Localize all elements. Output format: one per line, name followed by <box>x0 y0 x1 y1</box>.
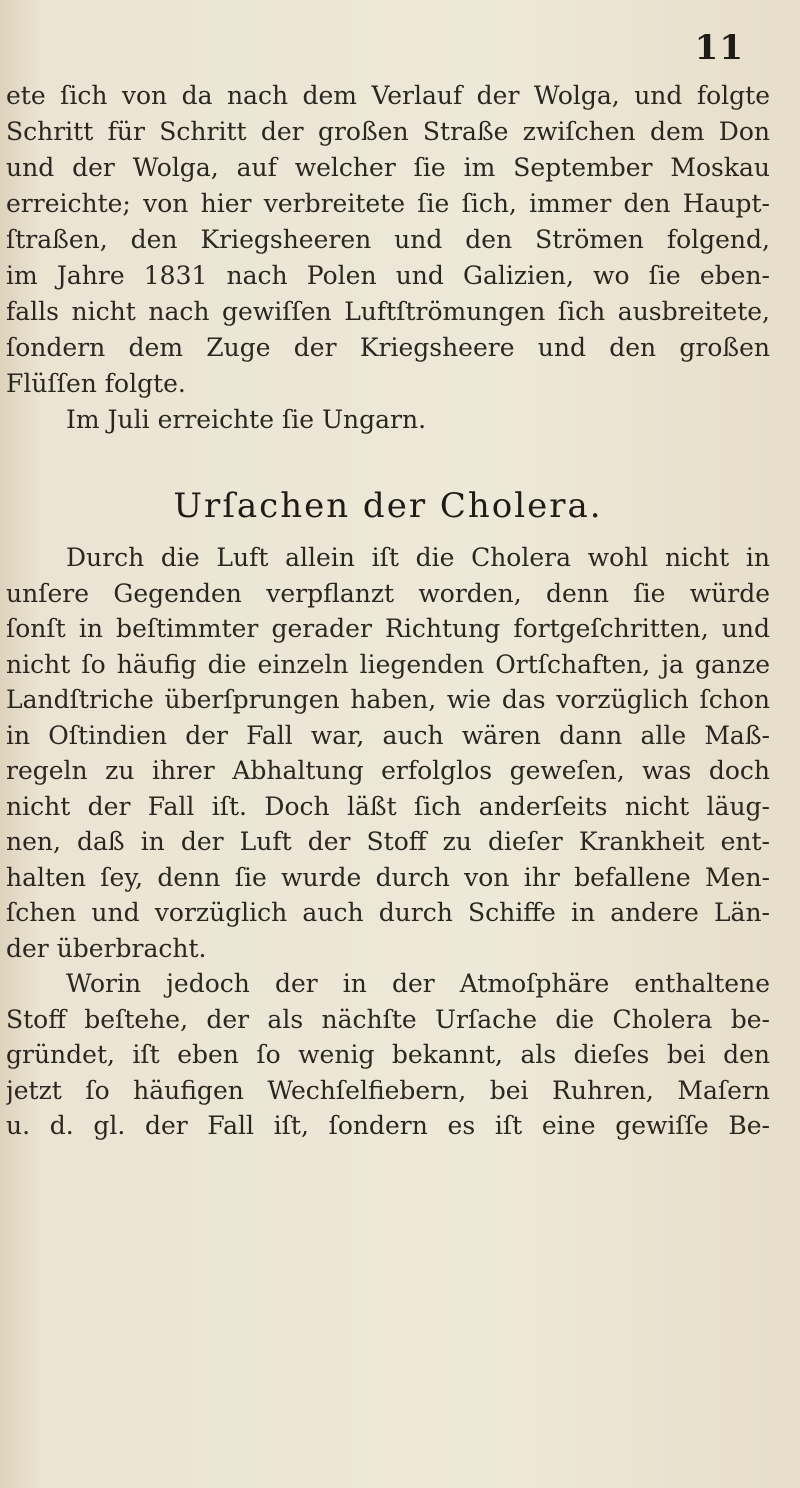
page-number: 11 <box>694 28 744 68</box>
text-line: nicht der Fall iſt. Doch läßt ſich anderſeits nicht läug- <box>6 791 770 821</box>
text-line: nicht ſo häufig die einzeln liegenden Ortſchaften, ja ganze <box>6 649 770 679</box>
paragraph-spread-route <box>6 78 770 402</box>
text-line: gründet, iſt eben ſo wenig bekannt, als dieſes bei den <box>6 1040 770 1069</box>
text-line: ſtraßen, den Kriegsheeren und den Strömen folgend, <box>6 225 770 254</box>
text-line: der überbracht. <box>6 933 207 963</box>
paragraph-hungary <box>6 402 770 438</box>
text-line: ſonſt in beſtimmter gerader Richtung fortgeſchritten, und <box>6 614 770 643</box>
text-line: ete ſich von da nach dem Verlauf der Wolga, und folgte <box>6 81 770 110</box>
text-line: Landſtriche überſprungen haben, wie das vorzüglich ſchon <box>6 685 770 714</box>
text-line: ſondern dem Zuge der Kriegsheere und den großen <box>6 333 770 362</box>
text-line: Flüſſen folgte. <box>6 369 186 398</box>
text-line: erreichte; von hier verbreitete ſie ſich, immer den Haupt- <box>6 189 770 218</box>
page-text <box>0 78 770 1144</box>
text-line: falls nicht nach gewiſſen Luftſtrömungen ſich ausbreitete, <box>6 297 770 326</box>
text-line: Im Juli erreichte ſie Ungarn. <box>66 405 427 434</box>
text-line: halten ſey, denn ſie wurde durch von ihr befallene Men- <box>6 862 770 892</box>
text-line: regeln zu ihrer Abhaltung erfolglos geweſen, was doch <box>6 756 770 785</box>
paragraph-causes-substance <box>6 966 770 1144</box>
text-line: und der Wolga, auf welcher ſie im September Moskau <box>6 153 770 182</box>
text-line: u. d. gl. der Fall iſt, ſondern es iſt eine gewiſſe Be- <box>6 1111 770 1140</box>
text-line: in Oſtindien der Fall war, auch wären dann alle Maß- <box>6 720 770 750</box>
paragraph-causes-air <box>6 540 770 966</box>
text-line: im Jahre 1831 nach Polen und Galizien, wo ſie eben- <box>6 261 770 290</box>
text-line: ſchen und vorzüglich auch durch Schiffe in andere Län- <box>6 898 770 927</box>
section-heading: Urſachen der Cholera. <box>173 486 603 526</box>
text-line: nen, daß in der Luft der Stoff zu dieſer Krankheit ent- <box>6 827 770 856</box>
text-line: Worin jedoch der in der Atmoſphäre enthaltene <box>66 969 770 998</box>
text-line: Durch die Luft allein iſt die Cholera wohl nicht in <box>66 543 770 572</box>
text-line: Stoff beſtehe, der als nächſte Urſache die Cholera be- <box>6 1004 770 1034</box>
text-line: Schritt für Schritt der großen Straße zwiſchen dem Don <box>6 117 770 146</box>
text-line: unſere Gegenden verpflanzt worden, denn ſie würde <box>6 578 770 608</box>
text-line: jetzt ſo häufigen Wechſelfiebern, bei Ruhren, Maſern <box>6 1075 770 1105</box>
